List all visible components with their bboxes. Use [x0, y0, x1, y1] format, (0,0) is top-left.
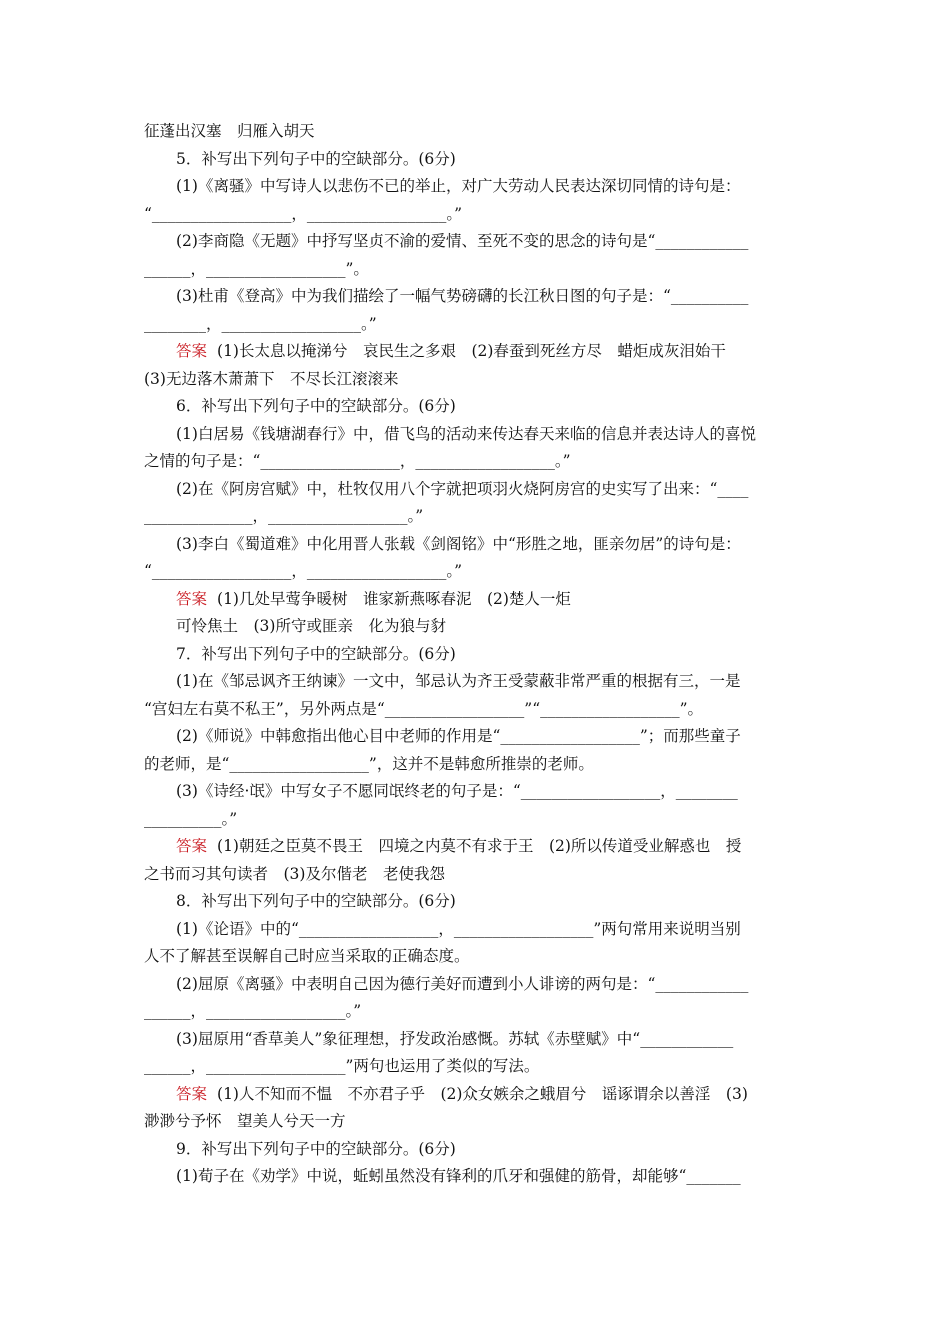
text-line [144, 146, 808, 174]
line-text: “宫妇左右莫不私王”，另外两点是“__________________”“__________________”。 [144, 699, 704, 718]
answer-line [144, 586, 808, 614]
answer-label: 答案 [176, 1084, 208, 1103]
line-text: __________。” [144, 809, 238, 828]
text-line [144, 531, 808, 559]
line-text: (1)白居易《钱塘湖春行》中，借飞鸟的活动来传达春天来临的信息并表达诗人的喜悦 [176, 424, 756, 443]
line-text: 征蓬出汉塞 归雁入胡天 [144, 122, 315, 140]
answer-label: 答案 [176, 589, 208, 608]
answer-label: 答案 [176, 837, 208, 855]
text-line [144, 311, 808, 339]
text-line [144, 971, 808, 999]
answer-line [144, 1081, 808, 1109]
text-line [144, 696, 808, 724]
line-text: (1)长太息以掩涕兮 哀民生之多艰 (2)春蚕到死丝方尽 蜡炬成灰泪始干 [217, 342, 726, 360]
text-line [144, 806, 808, 834]
line-text: (1)荀子在《劝学》中说，蚯蚓虽然没有锋利的爪牙和强健的筋骨，却能够“_______ [176, 1167, 741, 1185]
line-text: (3)《诗经·氓》中写女子不愿同氓终老的句子是：“__________________，________ [176, 782, 738, 800]
text-line [144, 916, 808, 944]
line-text: 的老师，是“__________________”，这并不是韩愈所推崇的老师。 [144, 754, 594, 773]
text-line [144, 421, 808, 449]
line-text: 渺渺兮予怀 望美人兮天一方 [144, 1112, 346, 1130]
text-line [144, 201, 808, 229]
answer-line [144, 338, 808, 366]
line-text: 人不了解甚至误解自己时应当采取的正确态度。 [144, 947, 470, 965]
text-line [144, 228, 808, 256]
text-line [144, 998, 808, 1026]
text-line [144, 778, 808, 806]
line-text: 5．补写出下列句子中的空缺部分。(6分) [176, 149, 456, 168]
text-line [144, 283, 808, 311]
line-text: (3)李白《蜀道难》中化用晋人张载《剑阁铭》中“形胜之地，匪亲勿居”的诗句是： [176, 534, 741, 553]
text-line [144, 613, 808, 641]
line-text: ______，__________________”两句也运用了类似的写法。 [144, 1057, 540, 1075]
text-line [144, 668, 808, 696]
line-text: 7．补写出下列句子中的空缺部分。(6分) [176, 644, 456, 663]
line-text: (1)人不知而不愠 不亦君子乎 (2)众女嫉余之蛾眉兮 谣诼谓余以善淫 (3) [217, 1084, 748, 1103]
line-text: “__________________，__________________。” [144, 562, 463, 580]
line-text: ______，__________________。” [144, 1002, 362, 1020]
line-text: (1)《论语》中的“__________________，__________________”两句常用来说明当别 [176, 919, 741, 938]
text-line [144, 256, 808, 284]
text-line [144, 751, 808, 779]
text-line [144, 723, 808, 751]
text-line [144, 476, 808, 504]
line-text: (1)朝廷之臣莫不畏王 四境之内莫不有求于王 (2)所以传道受业解惑也 授 [217, 837, 742, 855]
text-line [144, 1163, 808, 1191]
text-line [144, 1136, 808, 1164]
line-text: (2)《师说》中韩愈指出他心目中老师的作用是“__________________”；而那些童子 [176, 727, 741, 745]
line-text: (2)屈原《离骚》中表明自己因为德行美好而遭到小人诽谤的两句是：“____________ [176, 974, 749, 993]
text-line [144, 118, 808, 146]
line-text: (3)屈原用“香草美人”象征理想，抒发政治感慨。苏轼《赤壁赋》中“____________ [176, 1029, 734, 1048]
text-line [144, 1026, 808, 1054]
text-line [144, 861, 808, 889]
line-text: “__________________，__________________。” [144, 204, 463, 223]
text-line [144, 1053, 808, 1081]
text-line [144, 943, 808, 971]
line-text: 8．补写出下列句子中的空缺部分。(6分) [176, 892, 456, 910]
text-line [144, 503, 808, 531]
line-text: ______，__________________”。 [144, 259, 369, 278]
line-text: (2)在《阿房宫赋》中，杜牧仅用八个字就把项羽火烧阿房宫的史实写了出来：“____ [176, 479, 749, 498]
line-text: 之书而习其句读者 (3)及尔偕老 老使我怨 [144, 864, 445, 883]
answer-label: 答案 [176, 342, 208, 360]
document-body [144, 118, 808, 1191]
text-line [144, 641, 808, 669]
text-line [144, 1108, 808, 1136]
text-line [144, 558, 808, 586]
text-line [144, 366, 808, 394]
text-line [144, 393, 808, 421]
line-text: ________，__________________。” [144, 314, 377, 333]
line-text: 可怜焦土 (3)所守或匪亲 化为狼与豺 [176, 617, 446, 635]
line-text: ______________，__________________。” [144, 507, 424, 525]
line-text: 之情的句子是：“__________________，__________________。” [144, 452, 571, 470]
line-text: (1)在《邹忌讽齐王纳谏》一文中，邹忌认为齐王受蒙蔽非常严重的根据有三，一是 [176, 672, 741, 690]
line-text: 6．补写出下列句子中的空缺部分。(6分) [176, 397, 456, 415]
answer-line [144, 833, 808, 861]
line-text: (2)李商隐《无题》中抒写坚贞不渝的爱情、至死不变的思念的诗句是“____________ [176, 232, 749, 250]
line-text: (1)《离骚》中写诗人以悲伤不已的举止，对广大劳动人民表达深切同情的诗句是： [176, 177, 741, 195]
line-text: (1)几处早莺争暖树 谁家新燕啄春泥 (2)楚人一炬 [217, 589, 571, 608]
line-text: (3)无边落木萧萧下 不尽长江滚滚来 [144, 369, 399, 388]
text-line [144, 173, 808, 201]
text-line [144, 888, 808, 916]
line-text: (3)杜甫《登高》中为我们描绘了一幅气势磅礴的长江秋日图的句子是：“__________ [176, 287, 749, 305]
line-text: 9．补写出下列句子中的空缺部分。(6分) [176, 1139, 456, 1158]
text-line [144, 448, 808, 476]
